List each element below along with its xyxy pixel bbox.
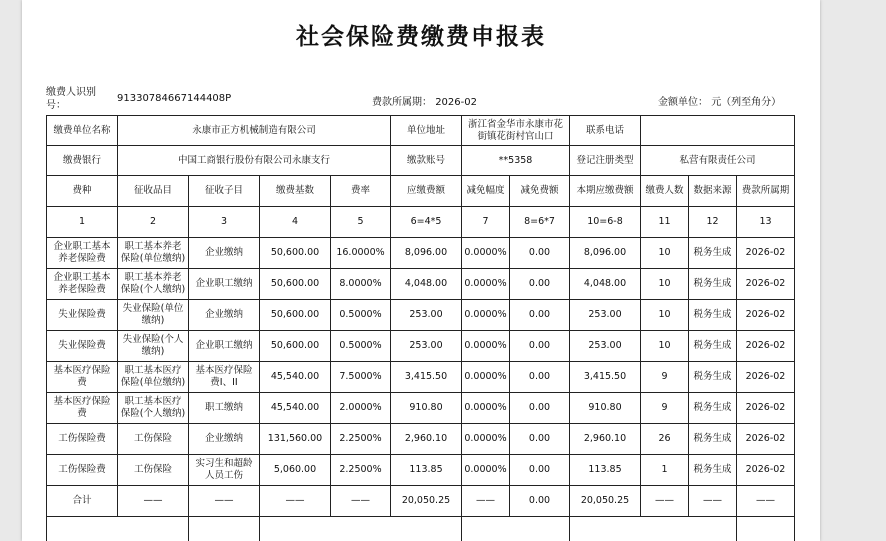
- table-cell: 8,096.00: [391, 238, 462, 269]
- header-cell: 费款所属期: [737, 176, 795, 207]
- table-cell: 税务生成: [689, 300, 737, 331]
- table-cell: 3,415.50: [391, 362, 462, 393]
- total-cell: ——: [641, 486, 689, 517]
- reg-type-label: 登记注册类型: [570, 146, 641, 176]
- page-title: 社会保险费缴费申报表: [296, 24, 546, 50]
- table-cell: 企业职工基本养老保险费: [47, 238, 118, 269]
- table-cell: 职工基本医疗保险(个人缴纳): [118, 393, 189, 424]
- table-cell: 2026-02: [737, 269, 795, 300]
- table-cell: 2,960.10: [570, 424, 641, 455]
- table-cell: 0.00: [510, 238, 570, 269]
- table-cell: 企业缴纳: [189, 238, 260, 269]
- table-cell: 0.5000%: [331, 331, 391, 362]
- table-cell: 0.00: [510, 455, 570, 486]
- table-cell: 0.00: [510, 269, 570, 300]
- column-number: 12: [689, 207, 737, 238]
- table-cell: 50,600.00: [260, 238, 331, 269]
- table-cell: 税务生成: [689, 362, 737, 393]
- table-cell: 4,048.00: [570, 269, 641, 300]
- header-cell: 数据来源: [689, 176, 737, 207]
- info-row-bank: [47, 146, 795, 176]
- table-cell: 10: [641, 269, 689, 300]
- table-cell: 50,600.00: [260, 300, 331, 331]
- table-cell: 50,600.00: [260, 331, 331, 362]
- taxpayer-id-label: 缴费人识别号：: [46, 87, 96, 111]
- table-cell: 企业缴纳: [189, 424, 260, 455]
- header-cell: 征收子目: [189, 176, 260, 207]
- table-row: [47, 300, 795, 331]
- table-cell: 0.0000%: [462, 362, 510, 393]
- data-rows: [47, 238, 795, 486]
- header-cell: 减免费额: [510, 176, 570, 207]
- column-number: 4: [260, 207, 331, 238]
- table-cell: 9: [641, 393, 689, 424]
- table-cell: 失业保险(单位缴纳): [118, 300, 189, 331]
- table-cell: 5,060.00: [260, 455, 331, 486]
- table-cell: 基本医疗保险费: [47, 393, 118, 424]
- column-number: 7: [462, 207, 510, 238]
- header-cell: 减免幅度: [462, 176, 510, 207]
- table-cell: 税务生成: [689, 331, 737, 362]
- table-cell: 910.80: [570, 393, 641, 424]
- declaration-table: [46, 115, 795, 541]
- table-cell: 企业职工缴纳: [189, 269, 260, 300]
- table-cell: 0.00: [510, 362, 570, 393]
- column-number: 3: [189, 207, 260, 238]
- table-cell: 2026-02: [737, 331, 795, 362]
- address-label: 单位地址: [391, 116, 462, 146]
- bank-label: 缴费银行: [47, 146, 118, 176]
- total-cell: ——: [462, 486, 510, 517]
- table-cell: 工伤保险: [118, 455, 189, 486]
- total-cell: ——: [189, 486, 260, 517]
- table-cell: 失业保险费: [47, 300, 118, 331]
- blank-cell: [260, 517, 462, 541]
- blank-cell: [462, 517, 570, 541]
- table-cell: 253.00: [570, 331, 641, 362]
- table-cell: 工伤保险费: [47, 455, 118, 486]
- table-cell: 50,600.00: [260, 269, 331, 300]
- table-cell: 10: [641, 238, 689, 269]
- table-row: [47, 362, 795, 393]
- table-row: [47, 269, 795, 300]
- table-cell: 2026-02: [737, 455, 795, 486]
- amount-unit-value: 元（列至角分）: [711, 97, 782, 108]
- table-cell: 2.0000%: [331, 393, 391, 424]
- total-row: [47, 486, 795, 517]
- company-address: 浙江省金华市永康市花街镇花街村官山口: [462, 116, 570, 146]
- table-cell: 7.5000%: [331, 362, 391, 393]
- table-cell: 0.00: [510, 300, 570, 331]
- table-cell: 26: [641, 424, 689, 455]
- header-cell: 应缴费额: [391, 176, 462, 207]
- table-cell: 职工基本医疗保险(单位缴纳): [118, 362, 189, 393]
- table-cell: 253.00: [570, 300, 641, 331]
- table-cell: 职工缴纳: [189, 393, 260, 424]
- company-label: 缴费单位名称: [47, 116, 118, 146]
- total-cell: ——: [331, 486, 391, 517]
- column-number: 13: [737, 207, 795, 238]
- table-cell: 0.5000%: [331, 300, 391, 331]
- table-cell: 253.00: [391, 331, 462, 362]
- total-cell: 20,050.25: [391, 486, 462, 517]
- company-name: 永康市正方机械制造有限公司: [118, 116, 391, 146]
- company-phone: [641, 116, 795, 146]
- table-cell: 0.0000%: [462, 300, 510, 331]
- table-cell: 253.00: [391, 300, 462, 331]
- blank-cell: [47, 517, 189, 541]
- table-cell: 3,415.50: [570, 362, 641, 393]
- taxpayer-id-value: 91330784667144408P: [117, 93, 232, 104]
- column-number: 11: [641, 207, 689, 238]
- table-cell: 企业职工缴纳: [189, 331, 260, 362]
- table-cell: 2.2500%: [331, 455, 391, 486]
- table-cell: 企业缴纳: [189, 300, 260, 331]
- total-cell: ——: [260, 486, 331, 517]
- table-cell: 2026-02: [737, 300, 795, 331]
- table-cell: 910.80: [391, 393, 462, 424]
- total-cell: ——: [689, 486, 737, 517]
- blank-cell: [737, 517, 795, 541]
- blank-cell: [189, 517, 260, 541]
- fee-period-value: 2026-02: [435, 97, 477, 108]
- header-cell: 费率: [331, 176, 391, 207]
- table-cell: 基本医疗保险费: [47, 362, 118, 393]
- table-row: [47, 455, 795, 486]
- column-number: 2: [118, 207, 189, 238]
- table-cell: 税务生成: [689, 238, 737, 269]
- table-cell: 0.0000%: [462, 238, 510, 269]
- table-row: [47, 393, 795, 424]
- blank-cell: [570, 517, 737, 541]
- table-cell: 0.0000%: [462, 331, 510, 362]
- table-cell: 4,048.00: [391, 269, 462, 300]
- total-cell: ——: [118, 486, 189, 517]
- table-cell: 2026-02: [737, 238, 795, 269]
- column-header-row: [47, 176, 795, 207]
- table-cell: 45,540.00: [260, 393, 331, 424]
- fee-period: [372, 93, 477, 108]
- table-cell: 税务生成: [689, 424, 737, 455]
- table-cell: 8,096.00: [570, 238, 641, 269]
- table-cell: 113.85: [391, 455, 462, 486]
- table-cell: 9: [641, 362, 689, 393]
- table-cell: 失业保险(个人缴纳): [118, 331, 189, 362]
- table-cell: 税务生成: [689, 269, 737, 300]
- table-cell: 0.00: [510, 393, 570, 424]
- fee-period-label: 费款所属期：: [372, 97, 432, 108]
- total-cell: 合计: [47, 486, 118, 517]
- total-cell: 20,050.25: [570, 486, 641, 517]
- table-cell: 2,960.10: [391, 424, 462, 455]
- table-cell: 工伤保险: [118, 424, 189, 455]
- info-row-company: [47, 116, 795, 146]
- table-cell: 工伤保险费: [47, 424, 118, 455]
- table-cell: 0.00: [510, 424, 570, 455]
- table-cell: 失业保险费: [47, 331, 118, 362]
- amount-unit: [658, 93, 781, 108]
- table-cell: 113.85: [570, 455, 641, 486]
- amount-unit-label: 金额单位：: [658, 97, 708, 108]
- table-cell: 税务生成: [689, 455, 737, 486]
- table-cell: 16.0000%: [331, 238, 391, 269]
- header-cell: 本期应缴费额: [570, 176, 641, 207]
- column-number: 1: [47, 207, 118, 238]
- table-cell: 2026-02: [737, 362, 795, 393]
- table-cell: 45,540.00: [260, 362, 331, 393]
- header-cell: 费种: [47, 176, 118, 207]
- total-cell: ——: [737, 486, 795, 517]
- document-page: [22, 0, 820, 541]
- phone-label: 联系电话: [570, 116, 641, 146]
- table-row: [47, 238, 795, 269]
- table-cell: 企业职工基本养老保险费: [47, 269, 118, 300]
- bank-name: 中国工商银行股份有限公司永康支行: [118, 146, 391, 176]
- header-cell: 缴费基数: [260, 176, 331, 207]
- reg-type: 私营有限责任公司: [641, 146, 795, 176]
- column-number: 10=6-8: [570, 207, 641, 238]
- table-cell: 实习生和超龄人员工伤: [189, 455, 260, 486]
- table-cell: 8.0000%: [331, 269, 391, 300]
- header-cell: 缴费人数: [641, 176, 689, 207]
- table-row: [47, 331, 795, 362]
- column-number-row: [47, 207, 795, 238]
- table-cell: 1: [641, 455, 689, 486]
- table-cell: 0.0000%: [462, 455, 510, 486]
- bank-account: **5358: [462, 146, 570, 176]
- header-cell: 征收品目: [118, 176, 189, 207]
- table-row: [47, 424, 795, 455]
- table-cell: 0.0000%: [462, 424, 510, 455]
- table-cell: 职工基本养老保险(个人缴纳): [118, 269, 189, 300]
- column-number: 5: [331, 207, 391, 238]
- table-cell: 税务生成: [689, 393, 737, 424]
- blank-row: [47, 517, 795, 541]
- table-cell: 0.00: [510, 331, 570, 362]
- table-cell: 10: [641, 331, 689, 362]
- table-cell: 2026-02: [737, 393, 795, 424]
- table-cell: 基本医疗保险费I、II: [189, 362, 260, 393]
- table-cell: 10: [641, 300, 689, 331]
- account-label: 缴款账号: [391, 146, 462, 176]
- table-cell: 0.0000%: [462, 269, 510, 300]
- table-cell: 131,560.00: [260, 424, 331, 455]
- column-number: 8=6*7: [510, 207, 570, 238]
- total-cell: 0.00: [510, 486, 570, 517]
- table-cell: 2026-02: [737, 424, 795, 455]
- table-cell: 0.0000%: [462, 393, 510, 424]
- table-cell: 2.2500%: [331, 424, 391, 455]
- table-cell: 职工基本养老保险(单位缴纳): [118, 238, 189, 269]
- column-number: 6=4*5: [391, 207, 462, 238]
